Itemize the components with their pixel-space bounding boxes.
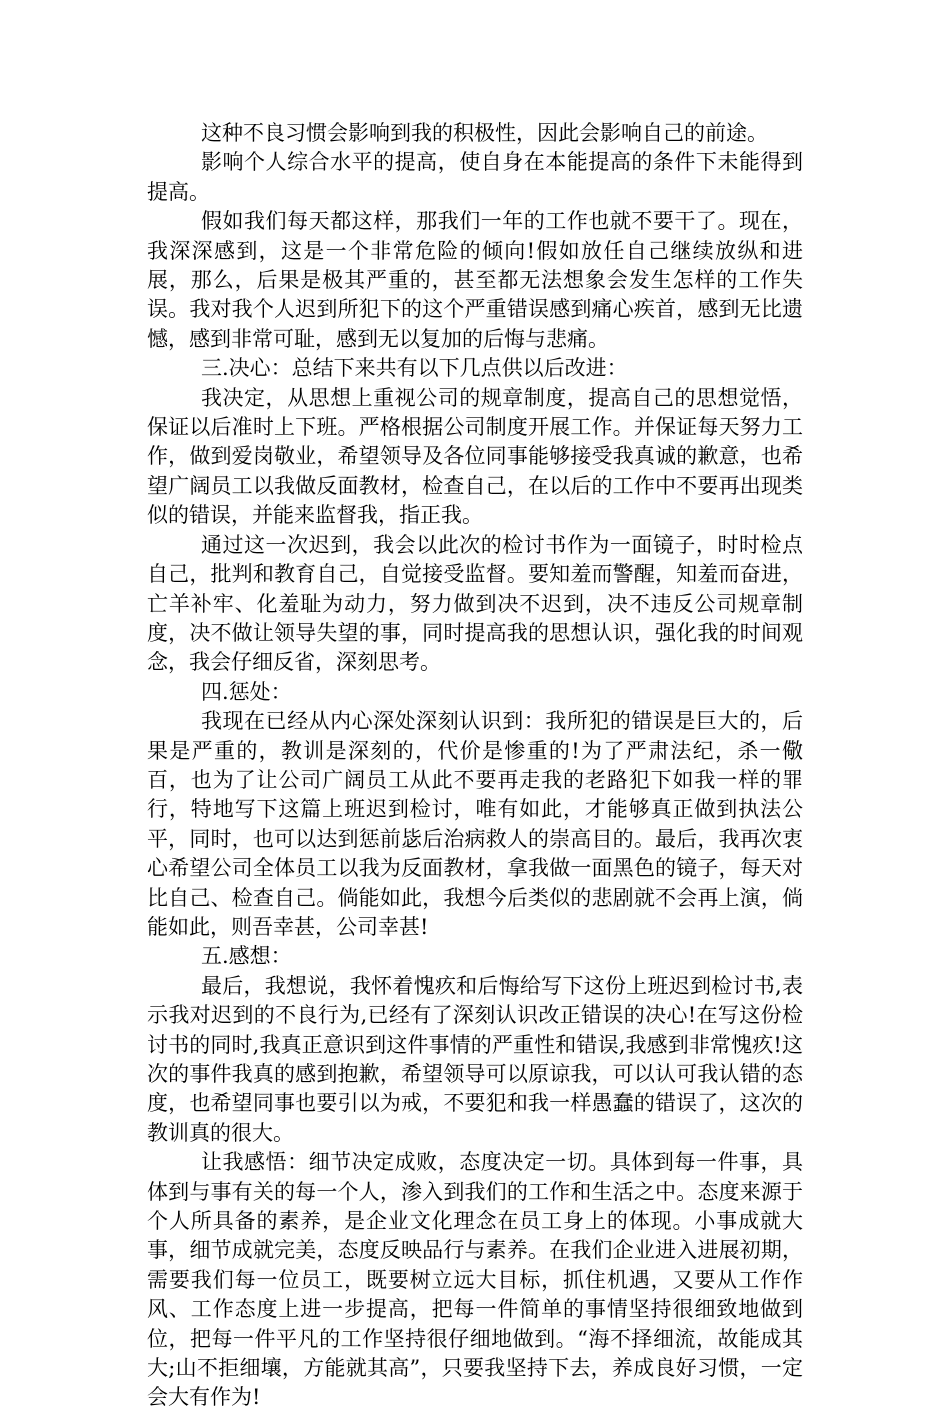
paragraph-habit-impact: 这种不良习惯会影响到我的积极性，因此会影响自己的前途。 xyxy=(201,121,768,145)
heading-punishment: 四.惩处： xyxy=(201,679,292,704)
paragraph-reflection: 最后，我想说，我怀着愧疚和后悔给写下这份上班迟到检讨书,表示我对迟到的不良行为,已经有了深刻认识改正错误的决心!在写这份检讨书的同时,我真正意识到这件事情的严重性和错误,我感到非常愧疚!这次的事件我真的感到抱歉，希望领导可以原谅我，可以认可我认错的态度，也希望同事也要引以为戒，不要犯和我一样愚蠢的错误了，这次的教训真的很大。 xyxy=(147,973,803,1145)
heading-resolution: 三.决心：总结下来共有以下几点供以后改进： xyxy=(201,356,628,381)
paragraph-resolution: 我决定，从思想上重视公司的规章制度，提高自己的思想觉悟，保证以后准时上下班。严格根据公司制度开展工作。并保证每天努力工作，做到爱岗敬业，希望领导及各位同事能够接受我真诚的歉意，也希望广阔员工以我做反面教材，检查自己，在以后的工作中不要再出现类似的错误，并能来监督我，指正我。 xyxy=(147,385,803,528)
paragraph-insight: 让我感悟：细节决定成败，态度决定一切。具体到每一件事，具体到与事有关的每一个人，渗入到我们的工作和生活之中。态度来源于个人所具备的素养，是企业文化理念在员工身上的体现。小事成就大事，细节成就完美，态度反映品行与素养。在我们企业进入进展初期，需要我们每一位员工，既要树立远大目标，抓住机遇，又要从工作作风、工作态度上进一步提高，把每一件简单的事情坚持很细致地做到位，把每一件平凡的工作坚持很仔细地做到。“海不择细流，故能成其大;山不拒细壤，方能就其高”，只要我坚持下去，养成良好习惯，一定会大有作为! xyxy=(147,1150,803,1410)
document-body xyxy=(147,119,803,1413)
paragraph-danger: 假如我们每天都这样，那我们一年的工作也就不要干了。现在，我深深感到，这是一个非常危险的倾向!假如放任自己继续放纵和进展，那么，后果是极其严重的，甚至都无法想象会发生怎样的工作失误。我对我个人迟到所犯下的这个严重错误感到痛心疾首，感到无比遗憾，感到非常可耻，感到无以复加的后悔与悲痛。 xyxy=(147,209,803,351)
paragraph-punishment: 我现在已经从内心深处深刻认识到：我所犯的错误是巨大的，后果是严重的，教训是深刻的，代价是惨重的!为了严肃法纪，杀一儆百，也为了让公司广阔员工从此不要再走我的老路犯下如我一样的罪行，特地写下这篇上班迟到检讨，唯有如此，才能够真正做到执法公平，同时，也可以达到惩前毖后治病救人的崇高目的。最后，我再次衷心希望公司全体员工以我为反面教材，拿我做一面黑色的镜子，每天对比自己、检查自己。倘能如此，我想今后类似的悲剧就不会再上演，倘能如此，则吾幸甚，公司幸甚! xyxy=(147,709,803,939)
heading-reflection: 五.感想： xyxy=(201,944,292,969)
paragraph-personal-level: 影响个人综合水平的提高，使自身在本能提高的条件下未能得到提高。 xyxy=(147,150,803,204)
paragraph-mirror: 通过这一次迟到，我会以此次的检讨书作为一面镜子，时时检点自己，批判和教育自己，自觉接受监督。要知羞而警醒，知羞而奋进，亡羊补牢、化羞耻为动力，努力做到决不迟到，决不违反公司规章制度，决不做让领导失望的事，同时提高我的思想认识，强化我的时间观念，我会仔细反省，深刻思考。 xyxy=(147,532,803,675)
